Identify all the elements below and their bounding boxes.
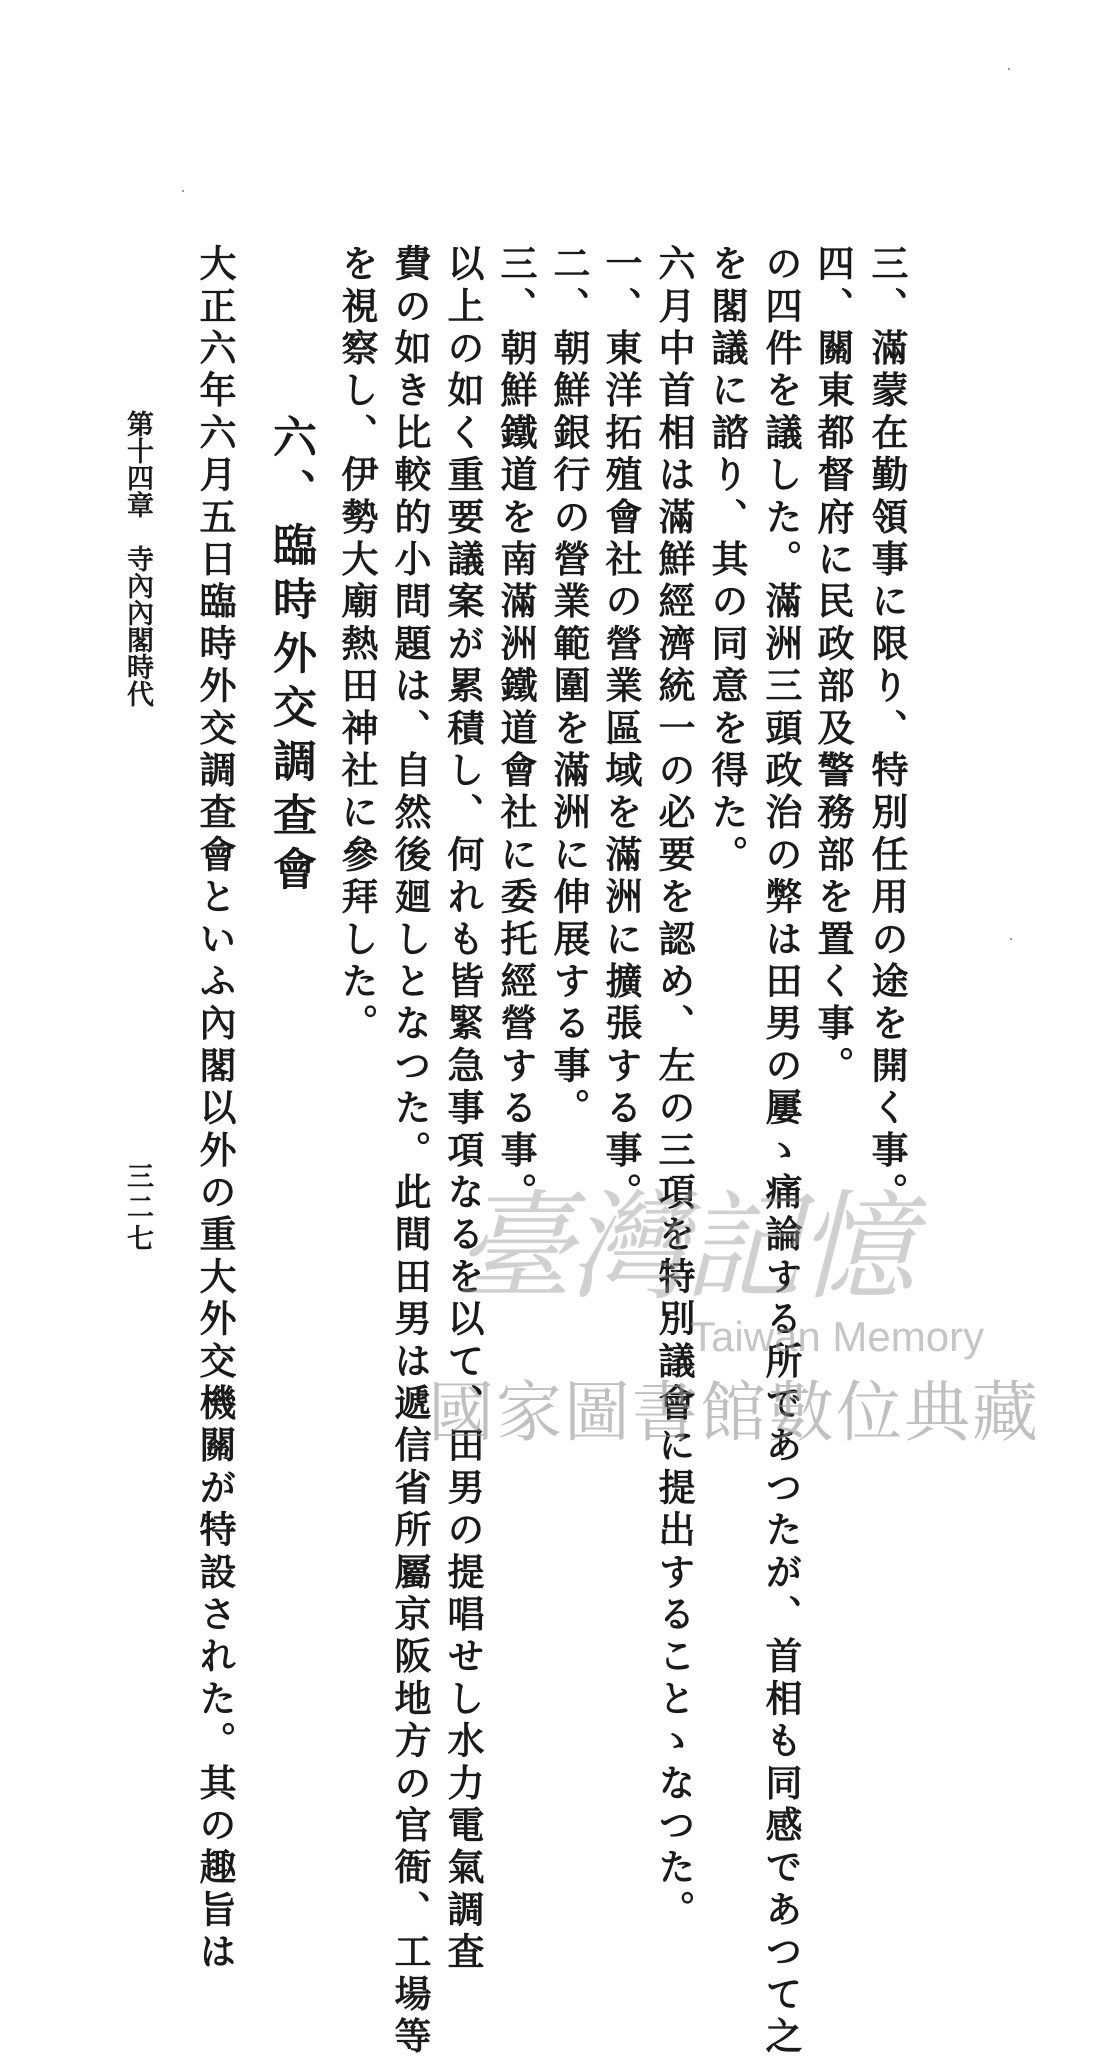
running-header: 第十四章 寺內內閣時代 [122,410,153,707]
text-column-5: 六月中首相は滿鮮經濟統一の必要を認め、左の三項を特別議會に提出することゝなつた。 [652,244,696,1932]
text-column-12: 大正六年六月五日臨時外交調查會といふ內閣以外の重大外交機關が特設された。其の趣旨は [193,244,237,1975]
watermark-cursive-logo: 臺灣記憶 [455,1178,912,1316]
scan-speck [1008,68,1010,70]
scan-speck [1010,938,1012,940]
watermark-english: Taiwan Memory [690,1313,985,1360]
text-column-11: を視察し、伊勢大廟熱田神社に參拜した。 [335,244,379,1046]
text-column-9: 以上の如く重要議案が累積し、何れも皆緊急事項なるを以て、田男の提唱せし水力電氣調査 [441,244,485,1975]
scan-speck [182,190,184,192]
text-column-6: 一、東洋拓殖會社の營業區域を滿洲に擴張する事。 [599,244,643,1215]
text-column-2: 四、關東都督府に民政部及警務部を置く事。 [811,244,855,1088]
page-number: 三二七 [122,1162,153,1255]
text-column-1: 三、滿蒙在勤領事に限り、特別任用の途を開く事。 [865,244,909,1215]
text-column-10: 費の如き比較的小問題は、自然後廻しとなつた。此間田男は遞信省所屬京阪地方の官衙、工場等 [388,244,432,2059]
text-column-7: 二、朝鮮銀行の營業範圍を滿洲に伸展する事。 [547,244,591,1131]
section-heading: 六、臨時外交調查會 [265,414,316,900]
text-column-3: の四件を議した。滿洲三頭政治の弊は田男の屢ゝ痛論する所であつたが、首相も同感であつて之 [759,244,803,2059]
text-column-4: を閣議に諮り、其の同意を得た。 [705,244,749,877]
text-column-8: 三、朝鮮鐵道を南滿洲鐵道會社に委托經營する事。 [494,244,538,1215]
watermark-chinese: 國家圖書館數位典藏 [428,1374,1040,1451]
